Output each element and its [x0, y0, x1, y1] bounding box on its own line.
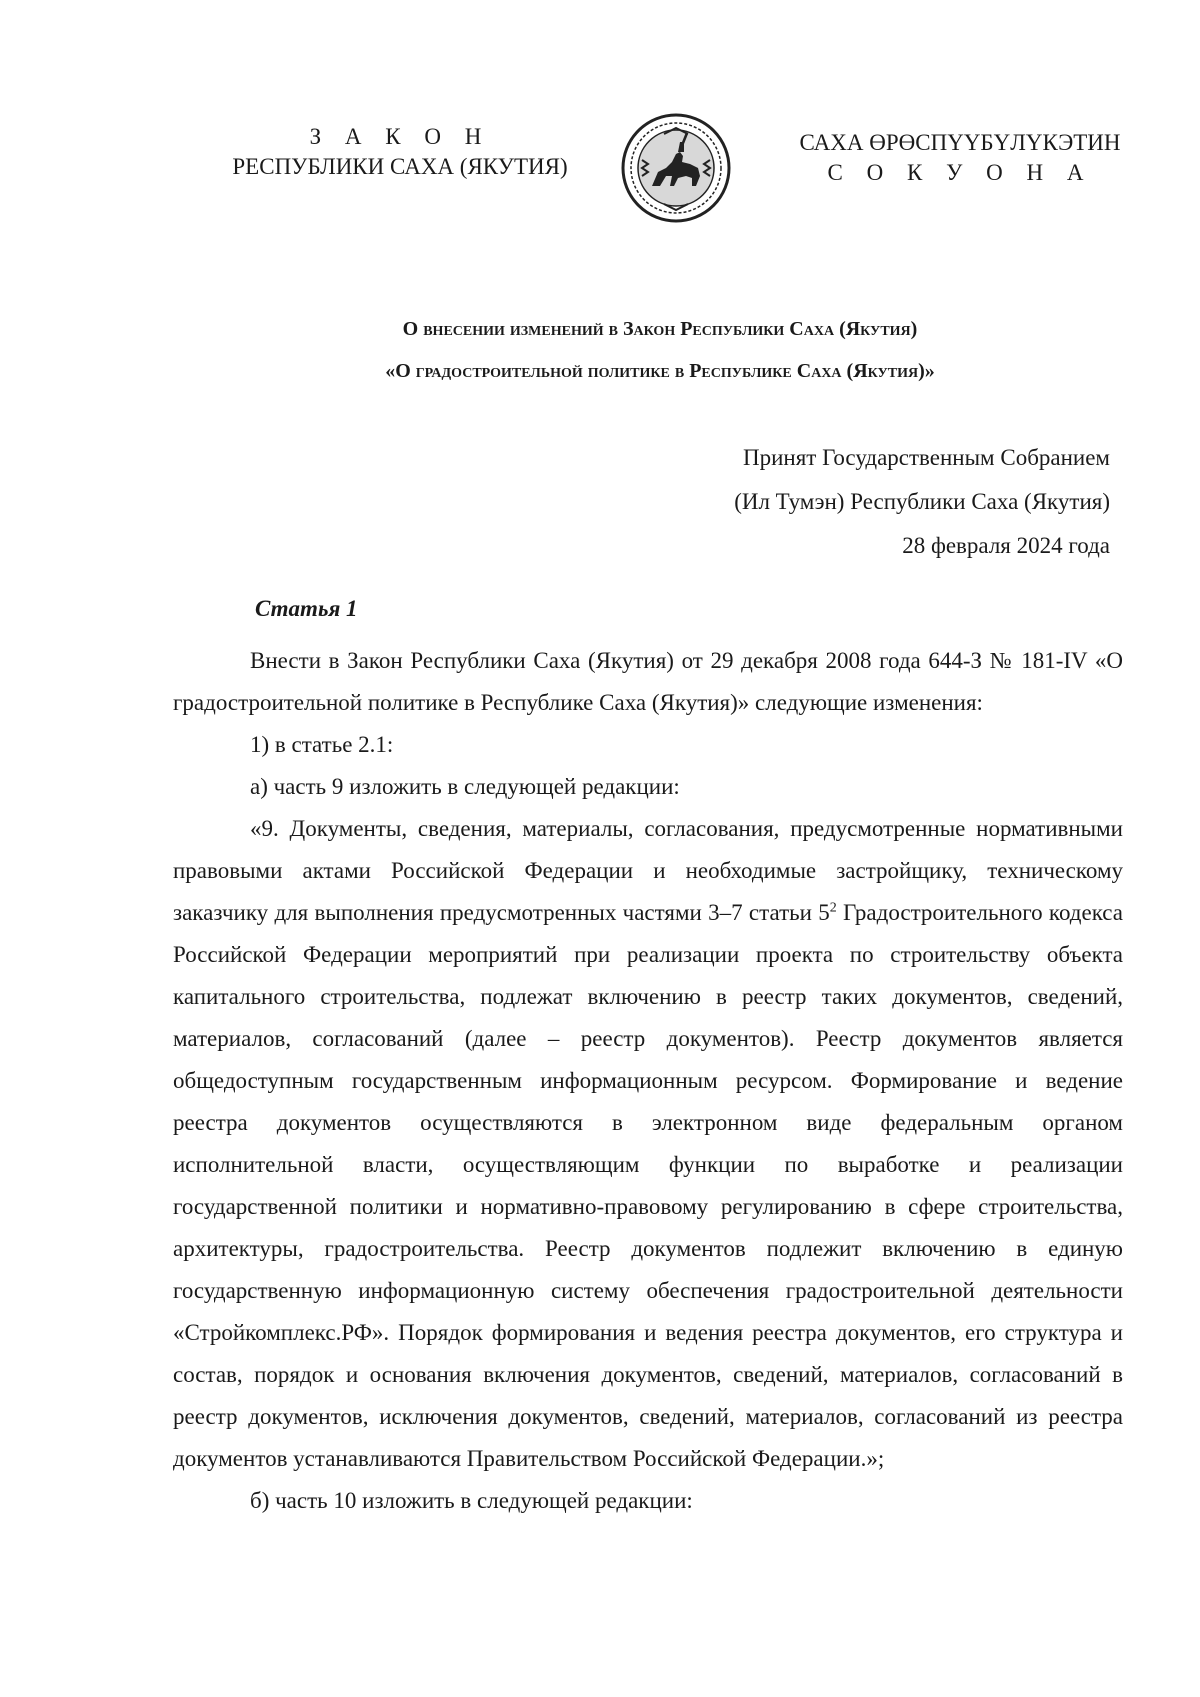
header-left	[210, 122, 590, 182]
article-paragraph-part-9	[173, 808, 1123, 1480]
article-paragraph-intro: Внести в Закон Республики Саха (Якутия) от 29 декабря 2008 года 644-З № 181-IV «О градостроительной политике в Республике Саха (Якутия)» следующие изменения:	[173, 648, 1123, 715]
header-left-subtitle: РЕСПУБЛИКИ САХА (ЯКУТИЯ)	[232, 154, 568, 179]
header-right-title: САХА ӨРӨСПҮҮБҮЛҮКЭТИН	[799, 130, 1121, 155]
article-paragraph-item-1: 1) в статье 2.1:	[250, 732, 394, 757]
article-heading: Статья 1	[255, 596, 358, 621]
article-number-superscript: 2	[829, 900, 837, 916]
header-right	[775, 128, 1145, 188]
article-paragraph-item-a: а) часть 9 изложить в следующей редакции:	[250, 774, 680, 799]
part-9-text-end: Градостроительного кодекса Российской Федерации мероприятий при реализации проекта по строительству объекта капитального строительства, подлежат включению в реестр таких документов, сведений, материалов, согласований (далее – реестр документов). Реестр документов является общедоступным государственным информационным ресурсом. Формирование и ведение реестра документов осуществляются в электронном виде федеральным органом исполнительной власти, осуществляющим функции по выработке и реализации государственной политики и нормативно-правовому регулированию в сфере строительства, архитектуры, градостроительства. Реестр документов подлежит включению в единую государственную информационную систему обеспечения градостроительной деятельности «Стройкомплекс.РФ». Порядок формирования и ведения реестра документов, его структура и состав, порядок и основания включения документов, сведений, материалов, согласований в реестр документов, исключения документов, сведений, материалов, согласований из реестра документов устанавливаются Правительством Российской Федерации.»;	[173, 900, 1123, 1471]
document-title-line2: «О градостроительной политике в Республике Саха (Якутия)»	[385, 360, 935, 382]
part-9-text-start: «9. Документы, сведения, материалы, согласования, предусмотренные нормативными правовыми актами Российской Федерации и необходимые застройщику, техническому заказчику для выполнения предусмотренных частями 3–7 статьи 5	[173, 816, 1123, 925]
article-body	[173, 640, 1123, 1522]
adoption-date: 28 февраля 2024 года	[902, 533, 1110, 558]
adoption-line2: (Ил Тумэн) Республики Саха (Якутия)	[734, 489, 1110, 514]
document-title-line1: О внесении изменений в Закон Республики Саха (Якутия)	[402, 318, 918, 340]
article-paragraph-item-b: б) часть 10 изложить в следующей редакции:	[250, 1488, 693, 1513]
adoption-block	[510, 436, 1110, 568]
republic-sakha-coat-of-arms-icon	[620, 112, 732, 224]
document-title	[160, 308, 1160, 392]
header-right-subtitle: С О К У О Н А	[827, 160, 1093, 185]
header-left-title: З А К О Н	[309, 124, 491, 149]
adoption-line1: Принят Государственным Собранием	[742, 445, 1110, 470]
coat-of-arms-graphic	[620, 112, 732, 224]
